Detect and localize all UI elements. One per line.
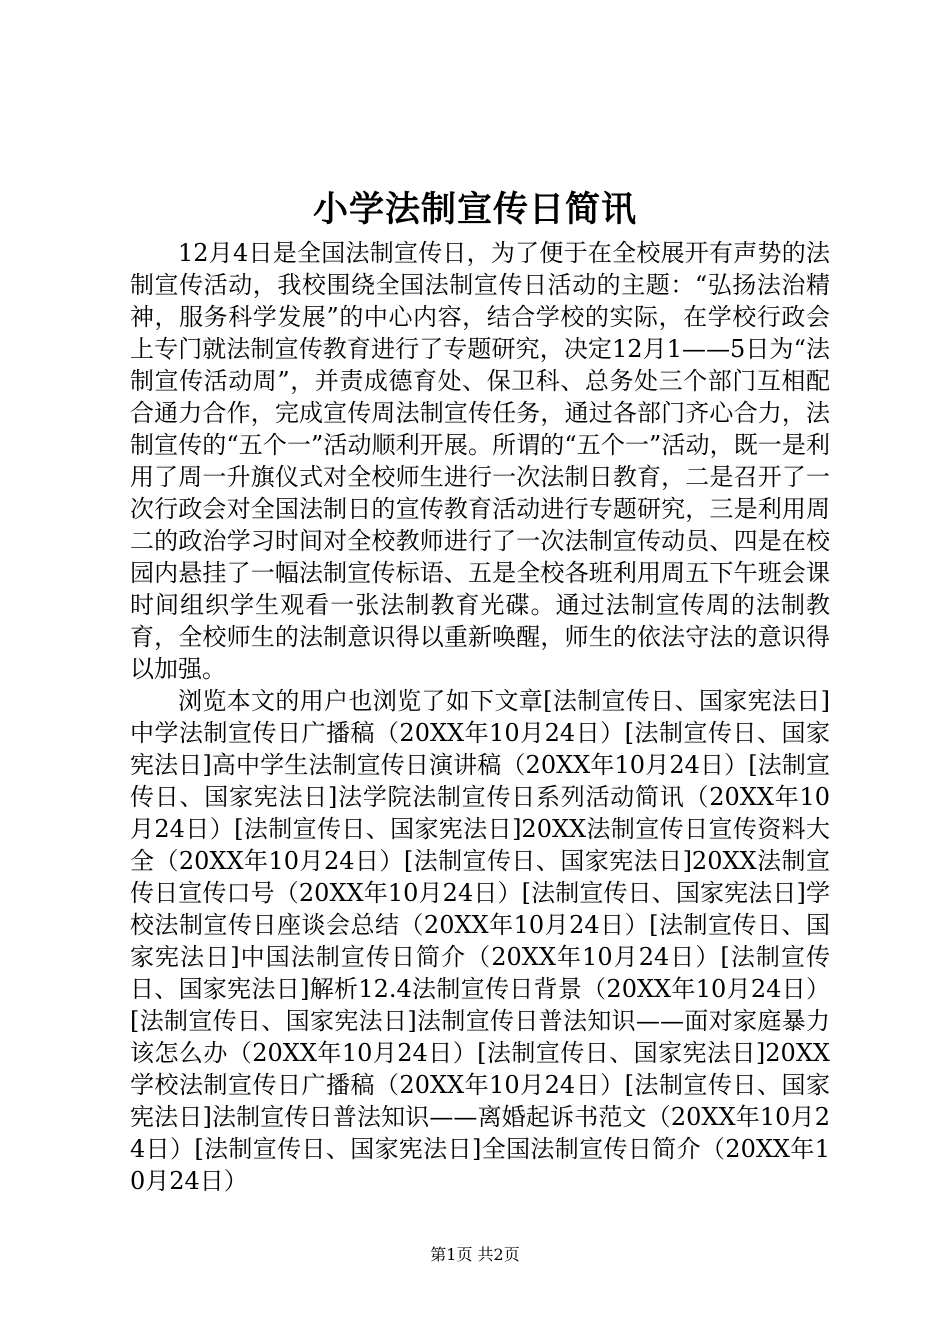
document-body: [130, 237, 830, 1197]
page-number: 第1页 共2页: [430, 1245, 520, 1264]
document-title: 小学法制宣传日简讯: [312, 189, 637, 230]
paragraph-related-articles: 浏览本文的用户也浏览了如下文章[法制宣传日、国家宪法日]中学法制宣传日广播稿（20XX年10月24日）[法制宣传日、国家宪法日]高中学生法制宣传日演讲稿（20XX年10月24日）[法制宣传日、国家宪法日]法学院法制宣传日系列活动简讯（20XX年10月24日）[法制宣传日、国家宪法日]20XX法制宣传日宣传资料大全（20XX年10月24日）[法制宣传日、国家宪法日]20XX法制宣传日宣传口号（20XX年10月24日）[法制宣传日、国家宪法日]学校法制宣传日座谈会总结（20XX年10月24日）[法制宣传日、国家宪法日]中国法制宣传日简介（20XX年10月24日）[法制宣传日、国家宪法日]解析12.4法制宣传日背景（20XX年10月24日）[法制宣传日、国家宪法日]法制宣传日普法知识——面对家庭暴力该怎么办（20XX年10月24日）[法制宣传日、国家宪法日]20XX学校法制宣传日广播稿（20XX年10月24日）[法制宣传日、国家宪法日]法制宣传日普法知识——离婚起诉书范文（20XX年10月24日）[法制宣传日、国家宪法日]全国法制宣传日简介（20XX年10月24日）: [130, 687, 830, 1195]
paragraph-announcement: 12月4日是全国法制宣传日，为了便于在全校展开有声势的法制宣传活动，我校围绕全国法制宣传日活动的主题：“弘扬法治精神，服务科学发展”的中心内容，结合学校的实际，在学校行政会上专门就法制宣传教育进行了专题研究，决定12月1——5日为“法制宣传活动周”，并责成德育处、保卫科、总务处三个部门互相配合通力合作，完成宣传周法制宣传任务，通过各部门齐心合力，法制宣传的“五个一”活动顺利开展。所谓的“五个一”活动，既一是利用了周一升旗仪式对全校师生进行一次法制日教育，二是召开了一次行政会对全国法制日的宣传教育活动进行专题研究，三是利用周二的政治学习时间对全校教师进行了一次法制宣传动员、四是在校园内悬挂了一幅法制宣传标语、五是全校各班利用周五下午班会课时间组织学生观看一张法制教育光碟。通过法制宣传周的法制教育，全校师生的法制意识得以重新唤醒，师生的依法守法的意识得以加强。: [130, 239, 830, 683]
